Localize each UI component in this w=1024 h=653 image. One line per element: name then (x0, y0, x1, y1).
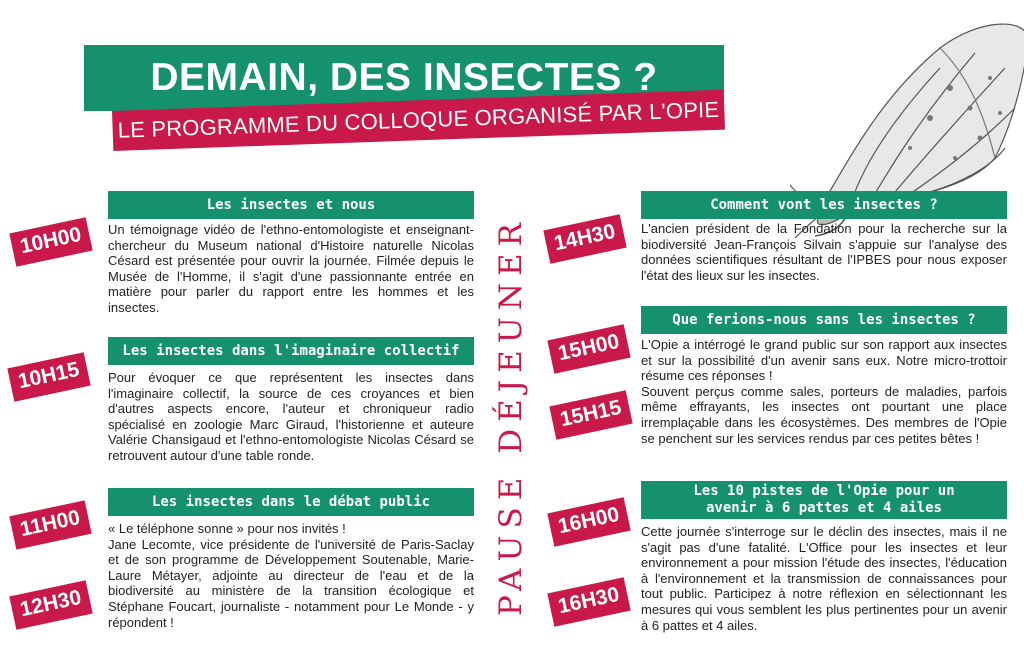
section-header-ten-proposals (641, 481, 1007, 519)
section-header-collective-imagination: Les insectes dans l'imaginaire collectif (108, 337, 474, 365)
section-text-insects-and-us: Un témoignage vidéo de l'ethno-entomologiste et enseignant-chercheur du Museum national d'Histoire naturelle Nicolas Césard est présentée pour ouvrir la journée. Filmée depuis le Musée de l'Homme, il s'agit d'une passionnante entrée en matière pour parler du rapport entre les hommes et les insectes. (108, 222, 474, 315)
page-title: DEMAIN, DES INSECTES ? (84, 45, 724, 111)
section-text-collective-imagination: Pour évoquer ce que représentent les insectes dans l'imaginaire collectif, la source de ces croyances et bien d'autres aspects encore, l'auteur et chroniqueur radio spécialisé en zoologie Marc Giraud, l'historienne et auteure Valérie Chansigaud et l'ethno-entomologiste Nicolas Césard se retrouvent autour d'une table ronde. (108, 370, 474, 463)
lunch-break-label: PAUSE DÉJEUNER (493, 215, 529, 616)
time-badge-11h00: 11H00 (9, 500, 91, 549)
section-text-without-insects: L'Opie a intérrogé le grand public sur son rapport aux insectes et sur la possibilité d'un avenir sans eux. Notre micro-trottoir résume ces réponses ! Souvent perçus comme sales, porteurs de maladies, parfois même effrayants, les insectes ont pourtant une place irremplaçable dans les écosystèmes. Des membres de l'Opie se penchent sur les services rendus par ces petites bêtes ! (641, 337, 1007, 446)
section-header-insects-and-us: Les insectes et nous (108, 191, 474, 219)
section-header-ten-proposals-line2: avenir à 6 pattes et 4 ailes (705, 500, 942, 516)
time-badge-10h15: 10H15 (7, 352, 90, 401)
section-text-public-debate: « Le téléphone sonne » pour nos invités ! Jane Lecomte, vice présidente de l'université de Paris-Saclay et de son programme de Développement Soutenable, Marie-Laure Métayer, adjointe au directeur de l'eau et de la biodiversité au ministère de la transition écologique et Stéphane Foucart, journaliste - notamment pour Le Monde - y répondent ! (108, 521, 474, 630)
time-badge-14h30: 14H30 (543, 214, 626, 263)
time-badge-15h15: 15H15 (549, 390, 632, 439)
section-text-how-are-insects: L'ancien président de la Fondation pour la recherche sur la biodiversité Jean-François Silvain s'appuie sur l'analyse des données scientifiques résultant de l'IPBES pour nous exposer l'état des lieux sur les insectes. (641, 221, 1007, 283)
section-header-public-debate: Les insectes dans le débat public (108, 488, 474, 516)
time-badge-12h30: 12H30 (9, 580, 92, 629)
time-badge-16h30: 16H30 (547, 577, 630, 626)
section-header-without-insects: Que ferions-nous sans les insectes ? (641, 306, 1007, 334)
section-header-ten-proposals-line1: Les 10 pistes de l'Opie pour un (693, 483, 955, 499)
time-badge-10h00: 10H00 (9, 217, 92, 266)
section-text-ten-proposals: Cette journée s'interroge sur le déclin des insectes, mais il ne s'agit pas d'une fatalité. L'Office pour les insectes et leur environnement a pour mission l'étude des insectes, l'éducation à l'environnement et la transmission de connaissances pour tout public. Participez à notre réflexion en sélectionnant les mesures qui vous semblent les plus pertinentes pour un avenir à 6 pattes et 4 ailes. (641, 524, 1007, 633)
time-badge-16h00: 16H00 (547, 497, 630, 546)
section-header-how-are-insects: Comment vont les insectes ? (641, 191, 1007, 219)
time-badge-15h00: 15H00 (547, 324, 630, 373)
page-subtitle: LE PROGRAMME DU COLLOQUE ORGANISÉ PAR L'OPIE (112, 90, 725, 151)
